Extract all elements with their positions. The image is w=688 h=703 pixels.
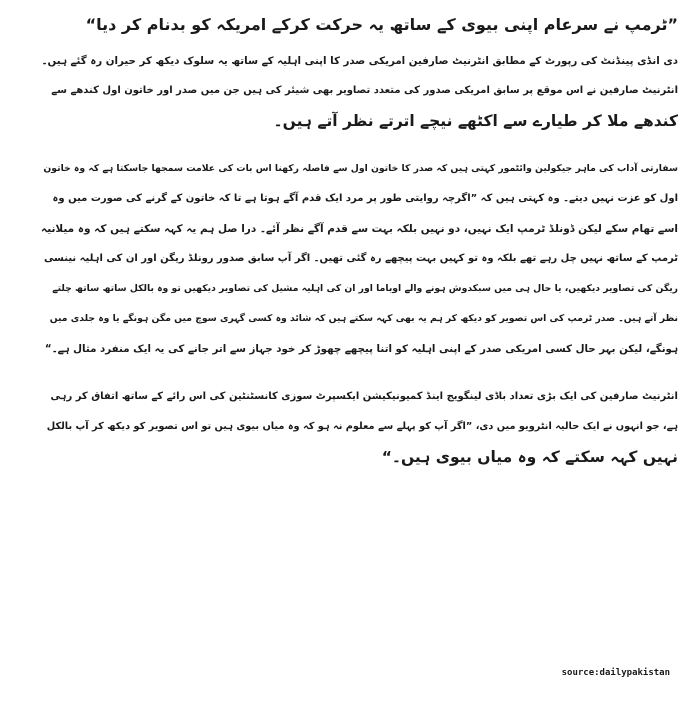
paragraph-line: اسے تھام سکے لیکن ڈونلڈ ٹرمپ ایک نہیں، دو نہیں بلکہ بہت سے قدم آگے نظر آئے۔ درا صل ہم یہ کہہ سکتے ہیں کہ وہ میلانیہ (41, 223, 678, 235)
paragraph-2 (38, 154, 678, 364)
source-credit: source:dailypakistan (561, 668, 670, 678)
article (38, 10, 678, 490)
paragraph-line: ریگن کی تصاویر دیکھیں، یا حال ہی میں سبکدوش ہونے والے اوباما اور ان کی اہلیہ مشیل کی تصاویر دیکھیں تو وہ بالکل ساتھ ساتھ چلتے (52, 283, 678, 294)
paragraph-line: انٹرنیٹ صارفین نے اس موقع پر سابق امریکی صدور کی متعدد تصاویر بھی شیئر کی ہیں جن میں صدر اور خاتون اول کندھے سے (51, 85, 678, 96)
paragraph-line: کندھے ملا کر طیارے سے اکٹھے نیچے اترتے نظر آتے ہیں۔ (273, 112, 678, 130)
paragraph-line: ہونگے، لیکن بہر حال کسی امریکی صدر کے اپنی اہلیہ کو اتنا پیچھے چھوڑ کر خود جہاز سے اتر جانے کی یہ ایک منفرد مثال ہے۔“ (44, 343, 678, 355)
paragraph-1 (38, 46, 678, 136)
paragraph-3 (38, 382, 678, 472)
paragraph-line: انٹرنیٹ صارفین کی ایک بڑی تعداد باڈی لینگویج اینڈ کمیونیکیشن ایکسپرٹ سوزی کانسٹنٹین کی اس رائے کے ساتھ اتفاق کر رہی (50, 391, 678, 402)
paragraph-line: نہیں کہہ سکتے کہ وہ میاں بیوی ہیں۔“ (381, 448, 678, 466)
paragraph-line: اول کو عزت نہیں دیتے۔ وہ کہتی ہیں کہ ”اگرچہ روایتی طور پر مرد ایک قدم آگے ہوتا ہے تا کہ خاتون کے گرنے کی صورت میں وہ (52, 193, 678, 204)
paragraph-line: ہے، جو انہوں نے ایک حالیہ انٹرویو میں دی، ”اگر آپ کو پہلے سے معلوم نہ ہو کہ وہ میاں بیوی ہیں تو اس تصویر کو دیکھ کر آپ بالکل (46, 421, 678, 432)
paragraph-line: دی انڈی پینڈنٹ کی رپورٹ کے مطابق انٹرنیٹ صارفین امریکی صدر کا اپنی اہلیہ کے ساتھ یہ سلوک دیکھ کر حیران رہ گئے ہیں۔ (41, 55, 678, 67)
paragraph-line: ٹرمپ کے ساتھ نہیں چل رہے تھے بلکہ وہ تو کہیں بہت پیچھے رہ گئی تھیں۔ اگر آپ سابق صدور رونلڈ ریگن اور ان کی اہلیہ نینسی (43, 253, 678, 264)
paragraph-line: نظر آتے ہیں۔ صدر ٹرمپ کی اس تصویر کو دیکھ کر ہم یہ بھی کہہ سکتے ہیں کہ شائد وہ کسی گہری سوچ میں مگن ہونگے یا وہ جلدی میں (49, 313, 678, 324)
headline: ”ٹرمپ نے سرعام اپنی بیوی کے ساتھ یہ حرکت کرکے امریکہ کو بدنام کر دیا“ (85, 15, 678, 34)
paragraph-line: سفارتی آداب کی ماہر جیکولین وائٹمور کہتی ہیں کہ صدر کا خاتون اول سے فاصلہ رکھنا اس بات کی علامت سمجھا جاسکتا ہے کہ وہ خاتون (43, 163, 678, 174)
